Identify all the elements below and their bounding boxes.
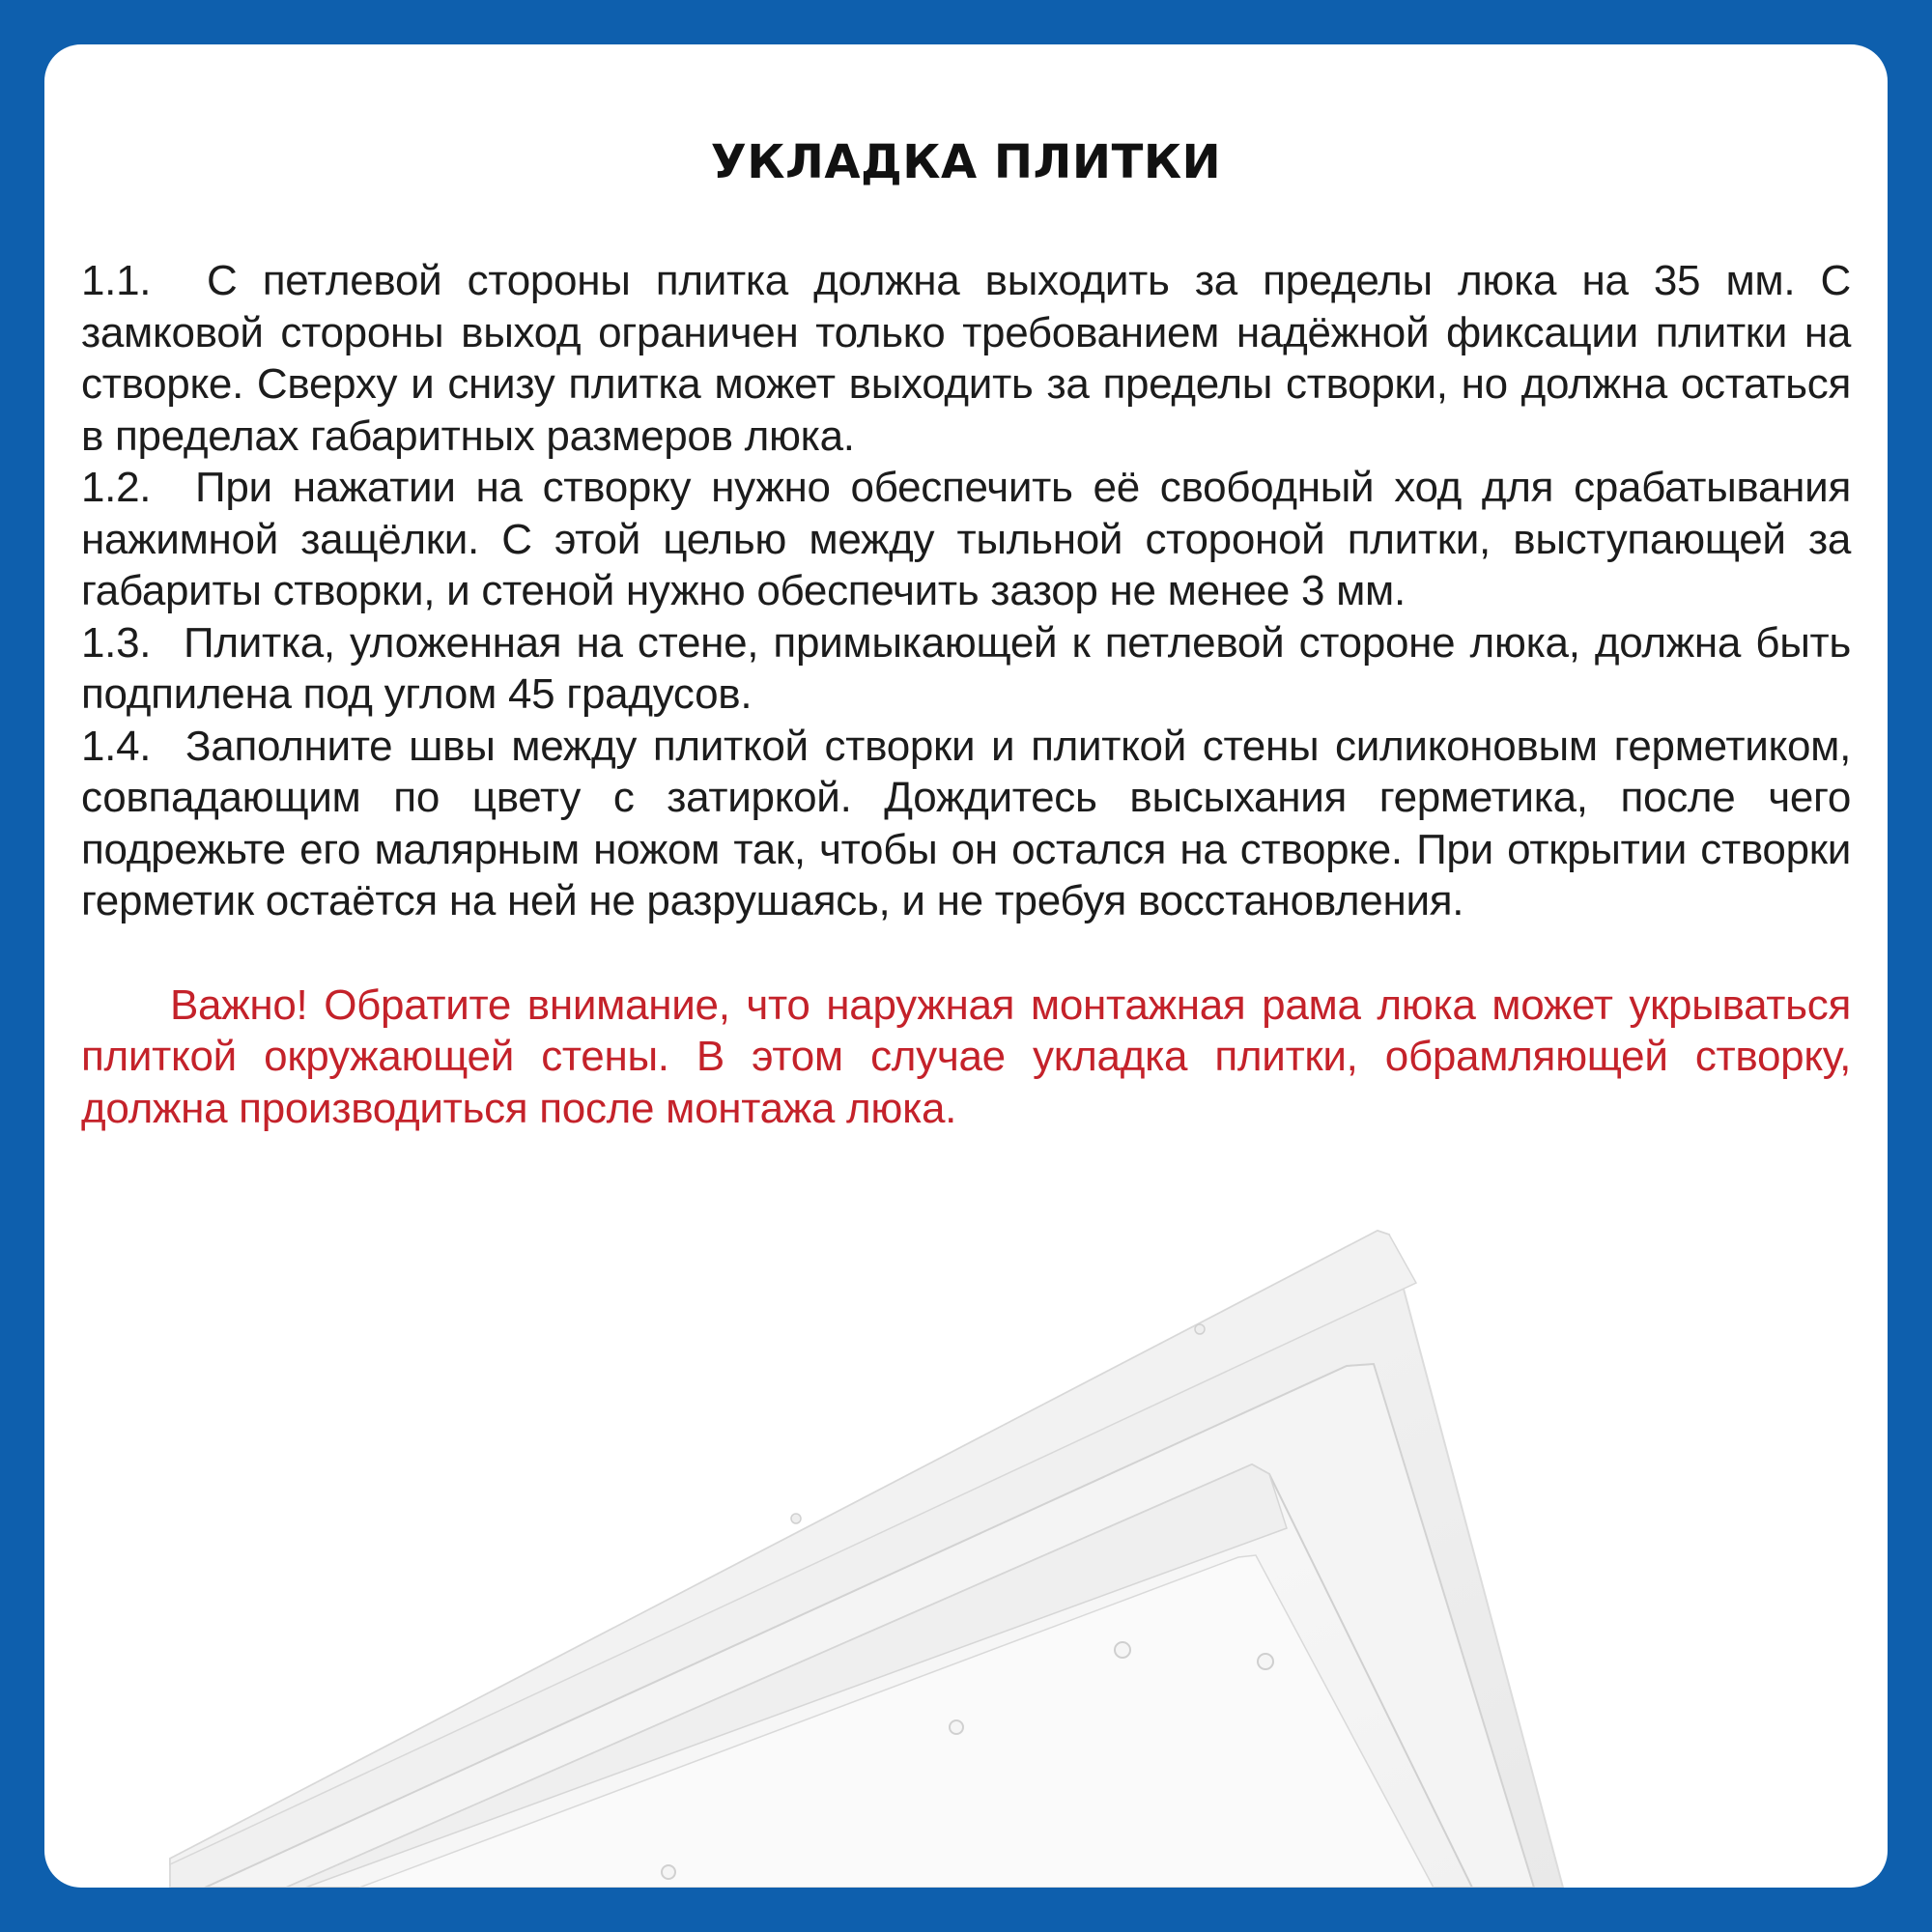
item-number: 1.1. [81, 257, 152, 304]
instruction-item-1 [81, 255, 1851, 462]
item-text: Плитка, уложенная на стене, примыкающей к петлевой стороне люка, должна быть подпилена под углом 45 градусов. [81, 618, 1851, 718]
page-title: УКЛАДКА ПЛИТКИ [710, 135, 1222, 189]
screw-icon [1258, 1654, 1273, 1669]
instruction-item-2 [81, 462, 1851, 617]
item-number: 1.2. [81, 464, 152, 511]
item-text: Заполните швы между плиткой створки и плиткой стены силиконовым герметиком, совпадающим по цвету с затиркой. Дождитесь высыхания герметика, после чего подрежьте его малярным ножом так, чтобы он остался на створке. При открытии створки герметик остаётся на ней не разрушаясь, и не требуя восстановления. [81, 722, 1851, 924]
instruction-item-4 [81, 721, 1851, 927]
screw-icon [1115, 1642, 1130, 1658]
screw-icon [950, 1720, 963, 1734]
hatch-frame-illustration [44, 1146, 1888, 1888]
item-number: 1.4. [81, 722, 152, 770]
screw-icon [662, 1865, 675, 1879]
screw-icon [1195, 1324, 1205, 1334]
content-card [44, 44, 1888, 1888]
screw-icon [791, 1514, 801, 1523]
item-text: При нажатии на створку нужно обеспечить её свободный ход для срабатывания нажимной защёлки. С этой целью между тыльной стороной плитки, выступающей за габариты створки, и стеной нужно обеспечить зазор не менее 3 мм. [81, 464, 1851, 614]
item-number: 1.3. [81, 618, 152, 667]
instructions [81, 255, 1851, 1134]
item-text: С петлевой стороны плитка должна выходить за пределы люка на 35 мм. С замковой стороны выход ограничен только требованием надёжной фиксации плитки на створке. Сверху и снизу плитка может выходить за пределы створки, но должна остаться в пределах габаритных размеров люка. [81, 257, 1851, 460]
instruction-item-3 [81, 617, 1851, 721]
important-note: Важно! Обратите внимание, что наружная монтажная рама люка может укрываться плиткой окружающей стены. В этом случае укладка плитки, обрамляющей створку, должна производиться после монтажа люка. [81, 980, 1851, 1132]
